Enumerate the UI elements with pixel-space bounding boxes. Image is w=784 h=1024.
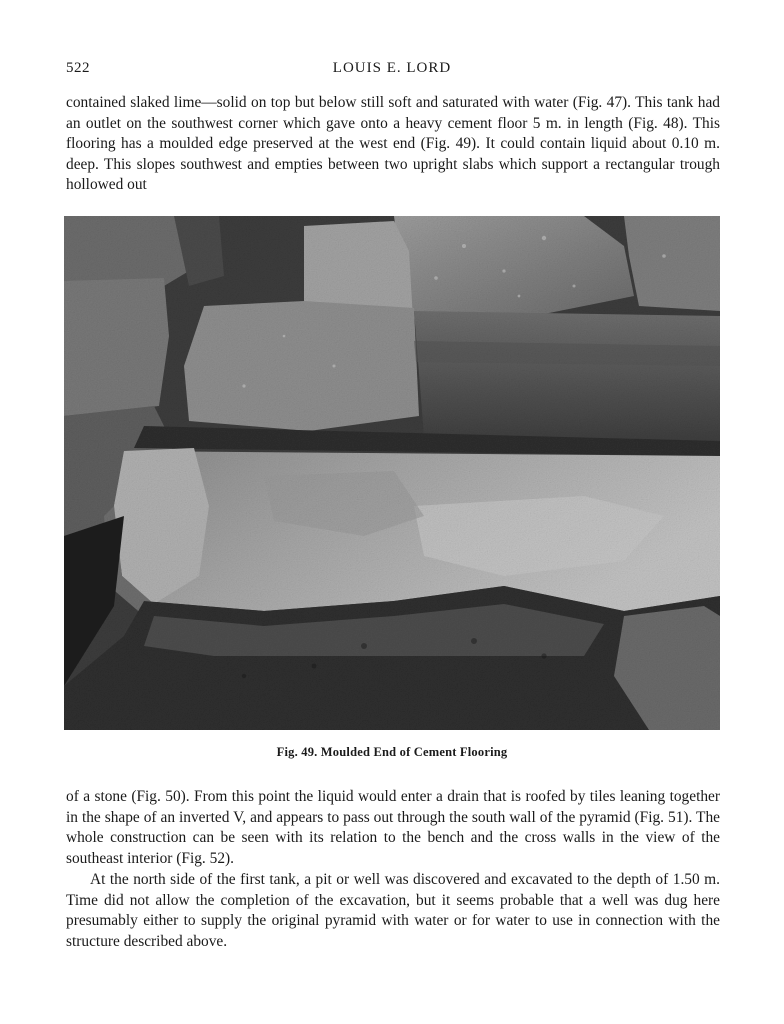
page-header	[66, 60, 718, 82]
photo-illustration	[64, 216, 720, 730]
paragraph-bottom-1: of a stone (Fig. 50). From this point the liquid would enter a drain that is roofed by tiles leaning together in the shape of an inverted V, and appears to pass out through the south wall of the pyramid (Fig. 51). The whole construction can be seen with its relation to the bench and the cross walls in the view of the southeast interior (Fig. 52).	[66, 788, 720, 867]
running-head: LOUIS E. LORD	[332, 60, 452, 76]
figure-caption: Fig. 49. Moulded End of Cement Flooring	[276, 745, 508, 759]
page-number: 522	[66, 60, 90, 76]
paragraph-bottom-2: At the north side of the first tank, a pit or well was discovered and excavated to the depth of 1.50 m. Time did not allow the completion of the excavation, but it seems probable that a well was dug here presumably either to supply the original pyramid with water or for water to use in connection with the structure described above.	[66, 871, 720, 950]
figure-photograph	[64, 216, 720, 730]
paragraph-top: contained slaked lime—solid on top but below still soft and saturated with water (Fig. 47). This tank had an outlet on the southwest corner which gave onto a heavy cement floor 5 m. in length (Fig. 48). This flooring has a moulded edge preserved at the west end (Fig. 49). It could contain liquid about 0.10 m. deep. This slopes southwest and empties between two upright slabs which support a rectangular trough hollowed out	[66, 94, 720, 194]
